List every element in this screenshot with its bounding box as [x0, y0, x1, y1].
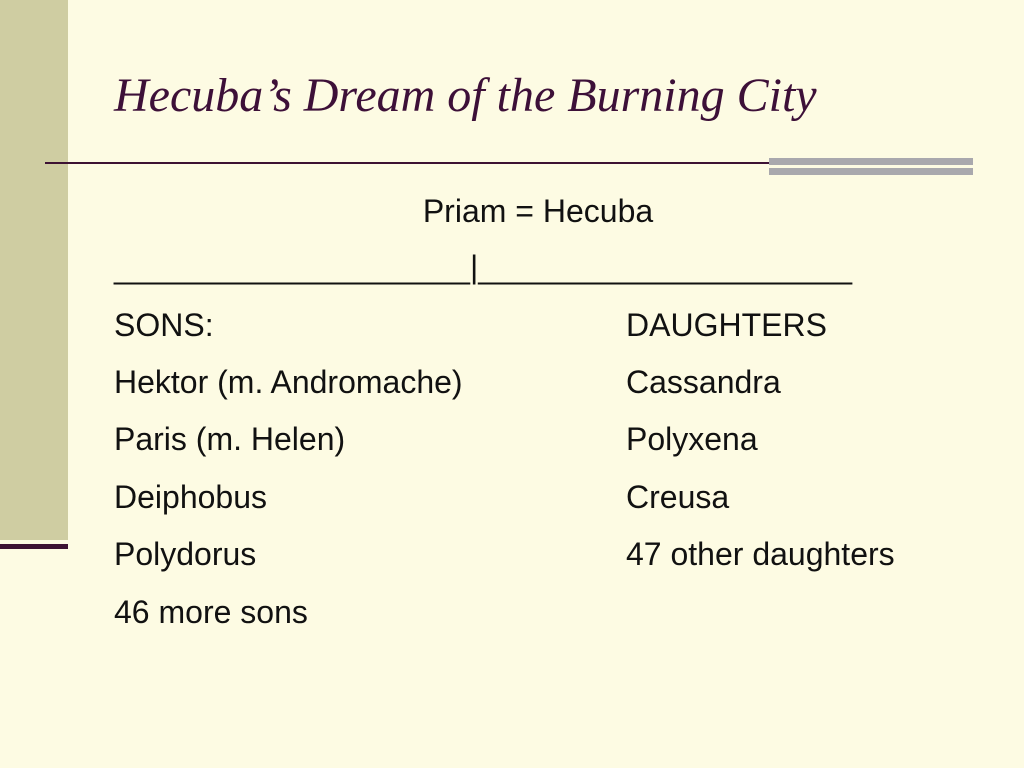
family-branch-line: ____________________|_____________________: [114, 249, 852, 285]
son-item: Paris (m. Helen): [114, 421, 346, 457]
daughter-item: Polyxena: [626, 421, 758, 457]
title-gray-accent: [769, 158, 973, 178]
gray-accent-band-bottom: [769, 168, 973, 175]
title-underline: [45, 162, 770, 164]
left-accent-line: [0, 544, 68, 549]
son-item: Hektor (m. Andromache): [114, 364, 463, 400]
gray-accent-band-top: [769, 158, 973, 165]
daughter-item: Creusa: [626, 479, 730, 515]
daughter-item: 47 other daughters: [626, 536, 895, 572]
son-item: Deiphobus: [114, 479, 267, 515]
sons-heading: SONS:: [114, 307, 214, 343]
left-decorative-bar: [0, 0, 68, 540]
son-item: Polydorus: [114, 536, 257, 572]
daughters-heading: DAUGHTERS: [626, 307, 827, 343]
slide-title: Hecuba’s Dream of the Burning City: [114, 69, 817, 122]
son-item: 46 more sons: [114, 594, 308, 630]
daughter-item: Cassandra: [626, 364, 781, 400]
parents-line: Priam = Hecuba: [422, 193, 654, 229]
